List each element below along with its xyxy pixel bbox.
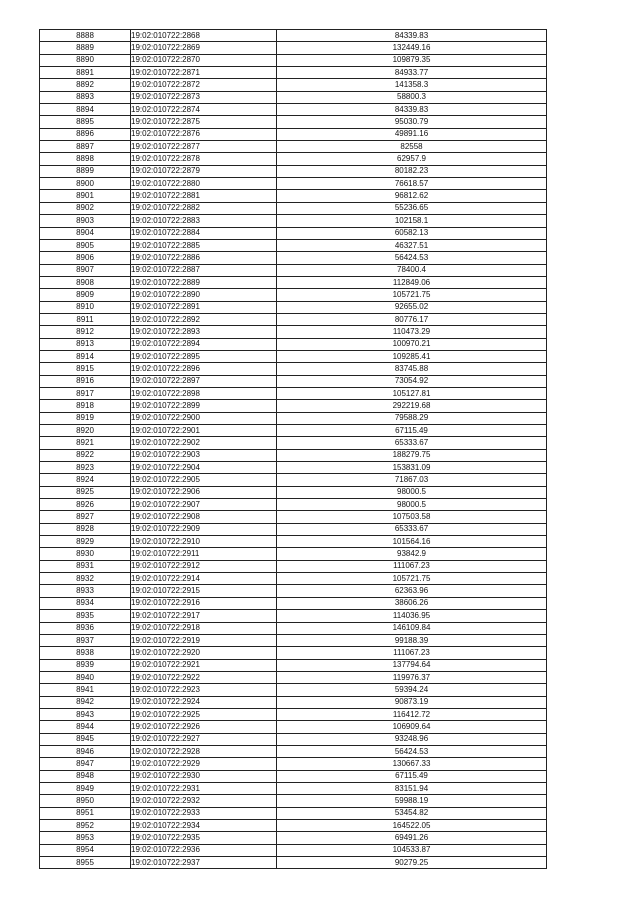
table-row: [40, 622, 547, 634]
table-row: [40, 745, 547, 757]
row-number-cell: 8939: [40, 659, 131, 671]
row-number-cell: 8902: [40, 202, 131, 214]
cadastral-number-cell: 19:02:010722:2877: [131, 141, 277, 153]
amount-cell: 49891.16: [277, 128, 547, 140]
cadastral-number-cell: 19:02:010722:2902: [131, 437, 277, 449]
table-row: [40, 832, 547, 844]
amount-cell: 137794.64: [277, 659, 547, 671]
cadastral-number-cell: 19:02:010722:2901: [131, 425, 277, 437]
row-number-cell: 8928: [40, 523, 131, 535]
table-row: [40, 363, 547, 375]
table-row: [40, 400, 547, 412]
table-row: [40, 560, 547, 572]
table-row: [40, 548, 547, 560]
row-number-cell: 8938: [40, 647, 131, 659]
table-row: [40, 79, 547, 91]
cadastral-number-cell: 19:02:010722:2910: [131, 536, 277, 548]
row-number-cell: 8899: [40, 165, 131, 177]
cadastral-number-cell: 19:02:010722:2906: [131, 486, 277, 498]
cadastral-number-cell: 19:02:010722:2891: [131, 301, 277, 313]
table-row: [40, 252, 547, 264]
table-row: [40, 338, 547, 350]
row-number-cell: 8895: [40, 116, 131, 128]
row-number-cell: 8905: [40, 239, 131, 251]
amount-cell: 90873.19: [277, 696, 547, 708]
row-number-cell: 8918: [40, 400, 131, 412]
row-number-cell: 8923: [40, 462, 131, 474]
table-row: [40, 499, 547, 511]
table-row: [40, 610, 547, 622]
table-row: [40, 659, 547, 671]
amount-cell: 56424.53: [277, 745, 547, 757]
row-number-cell: 8930: [40, 548, 131, 560]
table-row: [40, 190, 547, 202]
amount-cell: 98000.5: [277, 486, 547, 498]
table-row: [40, 375, 547, 387]
cadastral-number-cell: 19:02:010722:2931: [131, 782, 277, 794]
amount-cell: 109879.35: [277, 54, 547, 66]
table-row: [40, 844, 547, 856]
cadastral-number-cell: 19:02:010722:2895: [131, 350, 277, 362]
cadastral-number-cell: 19:02:010722:2924: [131, 696, 277, 708]
cadastral-number-cell: 19:02:010722:2933: [131, 807, 277, 819]
amount-cell: 132449.16: [277, 42, 547, 54]
table-row: [40, 782, 547, 794]
amount-cell: 90279.25: [277, 857, 547, 869]
row-number-cell: 8894: [40, 104, 131, 116]
amount-cell: 130667.33: [277, 758, 547, 770]
row-number-cell: 8940: [40, 671, 131, 683]
amount-cell: 92655.02: [277, 301, 547, 313]
amount-cell: 78400.4: [277, 264, 547, 276]
cadastral-number-cell: 19:02:010722:2915: [131, 585, 277, 597]
row-number-cell: 8935: [40, 610, 131, 622]
amount-cell: 67115.49: [277, 425, 547, 437]
cadastral-number-cell: 19:02:010722:2923: [131, 684, 277, 696]
amount-cell: 96812.62: [277, 190, 547, 202]
cadastral-number-cell: 19:02:010722:2887: [131, 264, 277, 276]
cadastral-number-cell: 19:02:010722:2932: [131, 795, 277, 807]
cadastral-number-cell: 19:02:010722:2919: [131, 634, 277, 646]
amount-cell: 73054.92: [277, 375, 547, 387]
cadastral-number-cell: 19:02:010722:2912: [131, 560, 277, 572]
cadastral-number-cell: 19:02:010722:2927: [131, 733, 277, 745]
cadastral-number-cell: 19:02:010722:2925: [131, 708, 277, 720]
row-number-cell: 8893: [40, 91, 131, 103]
amount-cell: 83151.94: [277, 782, 547, 794]
document-page: [39, 29, 543, 869]
row-number-cell: 8946: [40, 745, 131, 757]
row-number-cell: 8944: [40, 721, 131, 733]
cadastral-number-cell: 19:02:010722:2914: [131, 573, 277, 585]
table-row: [40, 647, 547, 659]
row-number-cell: 8898: [40, 153, 131, 165]
amount-cell: 111067.23: [277, 647, 547, 659]
table-row: [40, 301, 547, 313]
row-number-cell: 8953: [40, 832, 131, 844]
amount-cell: 95030.79: [277, 116, 547, 128]
row-number-cell: 8896: [40, 128, 131, 140]
table-row: [40, 758, 547, 770]
row-number-cell: 8897: [40, 141, 131, 153]
cadastral-number-cell: 19:02:010722:2904: [131, 462, 277, 474]
row-number-cell: 8914: [40, 350, 131, 362]
table-row: [40, 708, 547, 720]
table-row: [40, 202, 547, 214]
row-number-cell: 8901: [40, 190, 131, 202]
cadastral-number-cell: 19:02:010722:2893: [131, 326, 277, 338]
row-number-cell: 8929: [40, 536, 131, 548]
cadastral-number-cell: 19:02:010722:2879: [131, 165, 277, 177]
row-number-cell: 8942: [40, 696, 131, 708]
row-number-cell: 8933: [40, 585, 131, 597]
table-row: [40, 511, 547, 523]
cadastral-number-cell: 19:02:010722:2928: [131, 745, 277, 757]
amount-cell: 53454.82: [277, 807, 547, 819]
row-number-cell: 8903: [40, 215, 131, 227]
cadastral-number-cell: 19:02:010722:2896: [131, 363, 277, 375]
row-number-cell: 8934: [40, 597, 131, 609]
row-number-cell: 8925: [40, 486, 131, 498]
cadastral-number-cell: 19:02:010722:2884: [131, 227, 277, 239]
amount-cell: 55236.65: [277, 202, 547, 214]
cadastral-number-cell: 19:02:010722:2885: [131, 239, 277, 251]
row-number-cell: 8909: [40, 289, 131, 301]
row-number-cell: 8904: [40, 227, 131, 239]
amount-cell: 153831.09: [277, 462, 547, 474]
cadastral-number-cell: 19:02:010722:2872: [131, 79, 277, 91]
row-number-cell: 8926: [40, 499, 131, 511]
amount-cell: 105127.81: [277, 387, 547, 399]
table-row: [40, 412, 547, 424]
table-row: [40, 178, 547, 190]
amount-cell: 104533.87: [277, 844, 547, 856]
cadastral-number-cell: 19:02:010722:2878: [131, 153, 277, 165]
table-row: [40, 721, 547, 733]
row-number-cell: 8945: [40, 733, 131, 745]
amount-cell: 60582.13: [277, 227, 547, 239]
row-number-cell: 8888: [40, 30, 131, 42]
cadastral-number-cell: 19:02:010722:2920: [131, 647, 277, 659]
amount-cell: 93842.9: [277, 548, 547, 560]
row-number-cell: 8919: [40, 412, 131, 424]
table-row: [40, 770, 547, 782]
row-number-cell: 8924: [40, 474, 131, 486]
amount-cell: 109285.41: [277, 350, 547, 362]
table-row: [40, 597, 547, 609]
row-number-cell: 8910: [40, 301, 131, 313]
cadastral-number-cell: 19:02:010722:2921: [131, 659, 277, 671]
cadastral-number-cell: 19:02:010722:2873: [131, 91, 277, 103]
table-row: [40, 54, 547, 66]
row-number-cell: 8921: [40, 437, 131, 449]
row-number-cell: 8917: [40, 387, 131, 399]
amount-cell: 79588.29: [277, 412, 547, 424]
table-row: [40, 153, 547, 165]
cadastral-number-cell: 19:02:010722:2883: [131, 215, 277, 227]
table-row: [40, 326, 547, 338]
cadastral-number-cell: 19:02:010722:2899: [131, 400, 277, 412]
table-row: [40, 474, 547, 486]
table-row: [40, 215, 547, 227]
cadastral-number-cell: 19:02:010722:2882: [131, 202, 277, 214]
table-row: [40, 573, 547, 585]
table-row: [40, 634, 547, 646]
table-row: [40, 671, 547, 683]
table-row: [40, 733, 547, 745]
table-row: [40, 67, 547, 79]
row-number-cell: 8913: [40, 338, 131, 350]
row-number-cell: 8907: [40, 264, 131, 276]
amount-cell: 84933.77: [277, 67, 547, 79]
row-number-cell: 8931: [40, 560, 131, 572]
cadastral-number-cell: 19:02:010722:2900: [131, 412, 277, 424]
cadastral-number-cell: 19:02:010722:2897: [131, 375, 277, 387]
amount-cell: 62363.96: [277, 585, 547, 597]
table-row: [40, 350, 547, 362]
amount-cell: 111067.23: [277, 560, 547, 572]
cadastral-number-cell: 19:02:010722:2911: [131, 548, 277, 560]
amount-cell: 80776.17: [277, 313, 547, 325]
amount-cell: 101564.16: [277, 536, 547, 548]
row-number-cell: 8951: [40, 807, 131, 819]
cadastral-number-cell: 19:02:010722:2905: [131, 474, 277, 486]
table-row: [40, 523, 547, 535]
amount-cell: 76618.57: [277, 178, 547, 190]
row-number-cell: 8936: [40, 622, 131, 634]
table-row: [40, 264, 547, 276]
table-row: [40, 165, 547, 177]
cadastral-number-cell: 19:02:010722:2916: [131, 597, 277, 609]
amount-cell: 105721.75: [277, 289, 547, 301]
row-number-cell: 8891: [40, 67, 131, 79]
amount-cell: 56424.53: [277, 252, 547, 264]
row-number-cell: 8889: [40, 42, 131, 54]
cadastral-number-cell: 19:02:010722:2871: [131, 67, 277, 79]
row-number-cell: 8908: [40, 276, 131, 288]
table-row: [40, 239, 547, 251]
cadastral-number-cell: 19:02:010722:2929: [131, 758, 277, 770]
table-row: [40, 684, 547, 696]
cadastral-number-cell: 19:02:010722:2894: [131, 338, 277, 350]
row-number-cell: 8911: [40, 313, 131, 325]
amount-cell: 114036.95: [277, 610, 547, 622]
table-body: [40, 30, 547, 869]
cadastral-number-cell: 19:02:010722:2934: [131, 820, 277, 832]
table-row: [40, 276, 547, 288]
row-number-cell: 8900: [40, 178, 131, 190]
table-row: [40, 795, 547, 807]
row-number-cell: 8941: [40, 684, 131, 696]
table-row: [40, 289, 547, 301]
table-row: [40, 425, 547, 437]
cadastral-number-cell: 19:02:010722:2937: [131, 857, 277, 869]
table-row: [40, 227, 547, 239]
table-row: [40, 585, 547, 597]
amount-cell: 82558: [277, 141, 547, 153]
table-row: [40, 128, 547, 140]
cadastral-number-cell: 19:02:010722:2922: [131, 671, 277, 683]
row-number-cell: 8916: [40, 375, 131, 387]
cadastral-number-cell: 19:02:010722:2880: [131, 178, 277, 190]
table-row: [40, 104, 547, 116]
amount-cell: 98000.5: [277, 499, 547, 511]
row-number-cell: 8932: [40, 573, 131, 585]
amount-cell: 116412.72: [277, 708, 547, 720]
amount-cell: 292219.68: [277, 400, 547, 412]
amount-cell: 188279.75: [277, 449, 547, 461]
amount-cell: 100970.21: [277, 338, 547, 350]
amount-cell: 59988.19: [277, 795, 547, 807]
amount-cell: 141358.3: [277, 79, 547, 91]
amount-cell: 107503.58: [277, 511, 547, 523]
cadastral-number-cell: 19:02:010722:2903: [131, 449, 277, 461]
amount-cell: 84339.83: [277, 104, 547, 116]
cadastral-number-cell: 19:02:010722:2892: [131, 313, 277, 325]
amount-cell: 65333.67: [277, 523, 547, 535]
cadastral-number-cell: 19:02:010722:2875: [131, 116, 277, 128]
amount-cell: 110473.29: [277, 326, 547, 338]
row-number-cell: 8955: [40, 857, 131, 869]
amount-cell: 59394.24: [277, 684, 547, 696]
amount-cell: 38606.26: [277, 597, 547, 609]
cadastral-number-cell: 19:02:010722:2918: [131, 622, 277, 634]
amount-cell: 58800.3: [277, 91, 547, 103]
cadastral-number-cell: 19:02:010722:2886: [131, 252, 277, 264]
data-table: [39, 29, 547, 869]
row-number-cell: 8943: [40, 708, 131, 720]
table-row: [40, 116, 547, 128]
row-number-cell: 8922: [40, 449, 131, 461]
table-row: [40, 91, 547, 103]
row-number-cell: 8890: [40, 54, 131, 66]
amount-cell: 67115.49: [277, 770, 547, 782]
row-number-cell: 8947: [40, 758, 131, 770]
row-number-cell: 8927: [40, 511, 131, 523]
amount-cell: 105721.75: [277, 573, 547, 585]
row-number-cell: 8912: [40, 326, 131, 338]
cadastral-number-cell: 19:02:010722:2881: [131, 190, 277, 202]
cadastral-number-cell: 19:02:010722:2926: [131, 721, 277, 733]
amount-cell: 99188.39: [277, 634, 547, 646]
row-number-cell: 8954: [40, 844, 131, 856]
amount-cell: 146109.84: [277, 622, 547, 634]
cadastral-number-cell: 19:02:010722:2935: [131, 832, 277, 844]
row-number-cell: 8915: [40, 363, 131, 375]
cadastral-number-cell: 19:02:010722:2917: [131, 610, 277, 622]
cadastral-number-cell: 19:02:010722:2876: [131, 128, 277, 140]
cadastral-number-cell: 19:02:010722:2936: [131, 844, 277, 856]
table-row: [40, 820, 547, 832]
cadastral-number-cell: 19:02:010722:2889: [131, 276, 277, 288]
cadastral-number-cell: 19:02:010722:2908: [131, 511, 277, 523]
cadastral-number-cell: 19:02:010722:2890: [131, 289, 277, 301]
amount-cell: 102158.1: [277, 215, 547, 227]
row-number-cell: 8906: [40, 252, 131, 264]
row-number-cell: 8948: [40, 770, 131, 782]
amount-cell: 46327.51: [277, 239, 547, 251]
amount-cell: 106909.64: [277, 721, 547, 733]
amount-cell: 65333.67: [277, 437, 547, 449]
table-row: [40, 437, 547, 449]
table-row: [40, 696, 547, 708]
table-row: [40, 807, 547, 819]
row-number-cell: 8952: [40, 820, 131, 832]
amount-cell: 93248.96: [277, 733, 547, 745]
table-row: [40, 387, 547, 399]
row-number-cell: 8950: [40, 795, 131, 807]
cadastral-number-cell: 19:02:010722:2874: [131, 104, 277, 116]
table-row: [40, 42, 547, 54]
table-row: [40, 486, 547, 498]
cadastral-number-cell: 19:02:010722:2869: [131, 42, 277, 54]
table-row: [40, 313, 547, 325]
table-row: [40, 30, 547, 42]
amount-cell: 69491.26: [277, 832, 547, 844]
table-row: [40, 462, 547, 474]
cadastral-number-cell: 19:02:010722:2930: [131, 770, 277, 782]
table-row: [40, 857, 547, 869]
row-number-cell: 8892: [40, 79, 131, 91]
cadastral-number-cell: 19:02:010722:2909: [131, 523, 277, 535]
amount-cell: 119976.37: [277, 671, 547, 683]
table-row: [40, 536, 547, 548]
amount-cell: 62957.9: [277, 153, 547, 165]
amount-cell: 80182.23: [277, 165, 547, 177]
row-number-cell: 8920: [40, 425, 131, 437]
table-row: [40, 449, 547, 461]
amount-cell: 112849.06: [277, 276, 547, 288]
cadastral-number-cell: 19:02:010722:2870: [131, 54, 277, 66]
amount-cell: 71867.03: [277, 474, 547, 486]
cadastral-number-cell: 19:02:010722:2898: [131, 387, 277, 399]
cadastral-number-cell: 19:02:010722:2907: [131, 499, 277, 511]
row-number-cell: 8937: [40, 634, 131, 646]
cadastral-number-cell: 19:02:010722:2868: [131, 30, 277, 42]
table-row: [40, 141, 547, 153]
row-number-cell: 8949: [40, 782, 131, 794]
amount-cell: 164522.05: [277, 820, 547, 832]
amount-cell: 84339.83: [277, 30, 547, 42]
amount-cell: 83745.88: [277, 363, 547, 375]
